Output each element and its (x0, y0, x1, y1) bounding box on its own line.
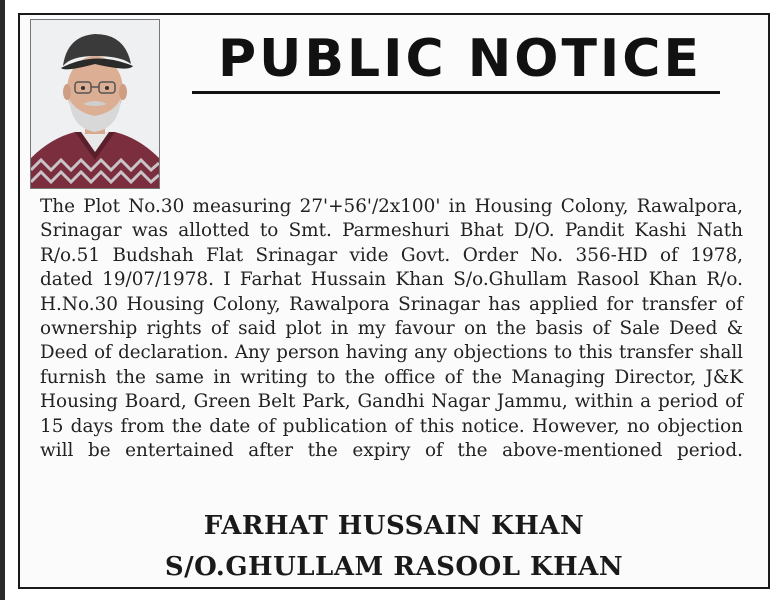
notice-title: PUBLIC NOTICE (218, 29, 702, 89)
column-divider (0, 0, 5, 600)
signature-name: FARHAT HUSSAIN KHAN (203, 511, 585, 541)
person-portrait-icon (30, 19, 160, 189)
notice-body (40, 195, 743, 463)
public-notice-box (18, 13, 770, 589)
body-line: R/o.51 Budshah Flat Srinagar vide Govt. Order No. 356-HD of 1978, (40, 244, 743, 266)
body-line: Housing Board, Green Belt Park, Gandhi Nagar Jammu, within a period of (40, 391, 743, 413)
body-line: H.No.30 Housing Colony, Rawalpora Srinagar has applied for transfer of (40, 293, 743, 315)
body-line: dated 19/07/1978. I Farhat Hussain Khan S/o.Ghullam Rasool Khan R/o. (40, 269, 743, 291)
signature-parentage: S/O.GHULLAM RASOOL KHAN (164, 552, 624, 582)
body-line: 15 days from the date of publication of this notice. However, no objection (40, 415, 743, 437)
body-line: furnish the same in writing to the office of the Managing Director, J&K (40, 366, 743, 388)
body-line: will be entertained after the expiry of the above-mentioned period. (40, 440, 743, 462)
title-underline (192, 91, 720, 94)
body-line: ownership rights of said plot in my favour on the basis of Sale Deed & (40, 318, 743, 340)
body-line: Deed of declaration. Any person having any objections to this transfer shall (40, 342, 743, 364)
body-line: Srinagar was allotted to Smt. Parmeshuri Bhat D/O. Pandit Kashi Nath (40, 220, 743, 242)
body-line: The Plot No.30 measuring 27'+56'/2x100' in Housing Colony, Rawalpora, (40, 196, 743, 217)
